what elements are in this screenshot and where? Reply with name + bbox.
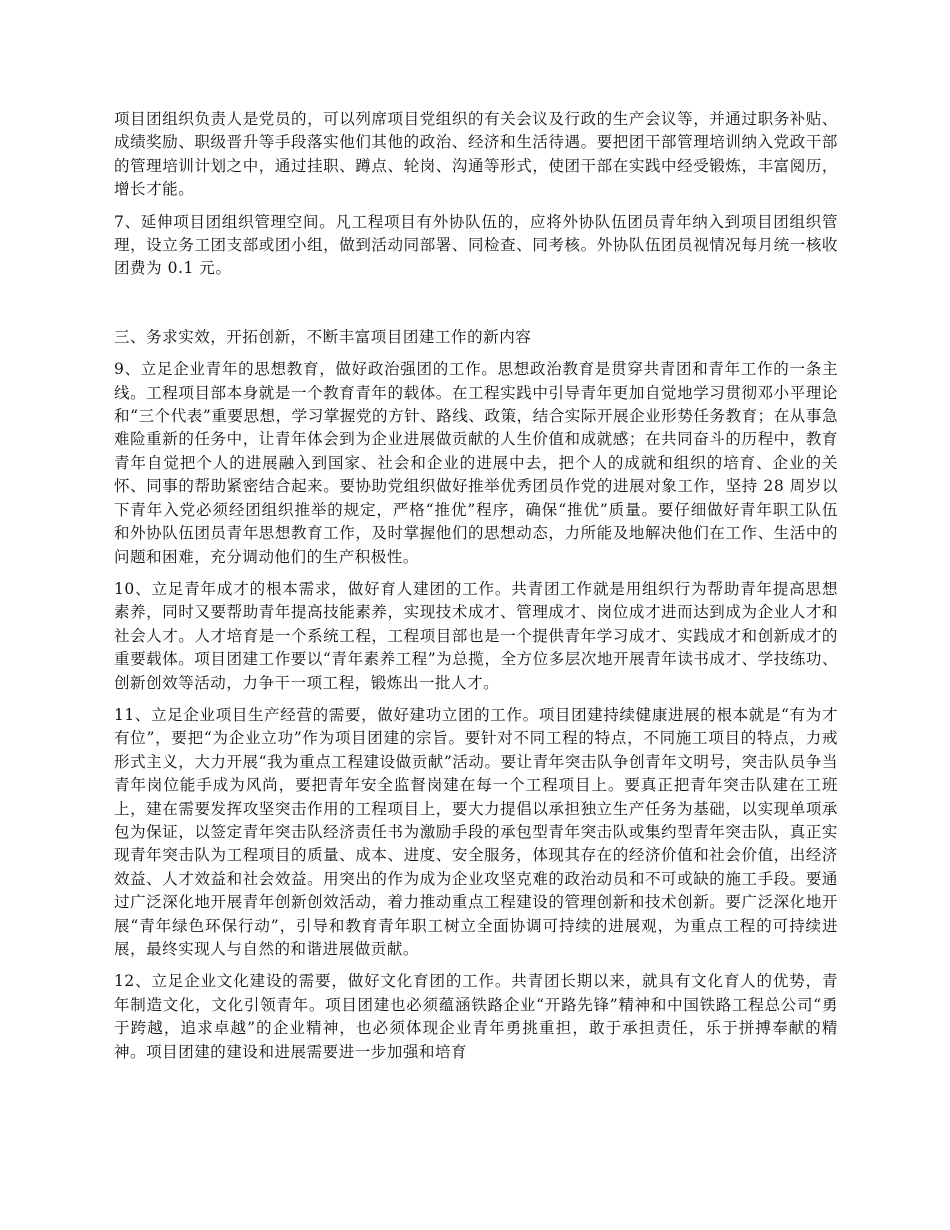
paragraph: 7、延伸项目团组织管理空间。凡工程项目有外协队伍的，应将外协队伍团员青年纳入到项目团组织管理，设立务工团支部或团小组，做到活动同部署、同检查、同考核。外协队伍团员视情况每月统一核收团费为 0.1 元。 <box>114 212 838 278</box>
paragraph: 11、立足企业项目生产经营的需要，做好建功立团的工作。项目团建持续健康进展的根本就是“有为才有位”，要把“为企业立功”作为项目团建的宗旨。要针对不同工程的特点，不同施工项目的特点，力戒形式主义，大力开展“我为重点工程建设做贡献”活动。要让青年突击队争创青年文明号，突击队员争当青年岗位能手成为风尚，要把青年安全监督岗建在每一个工程项目上。要真正把青年突击队建在工班上，建在需要发挥攻坚突击作用的工程项目上，要大力提倡以承担独立生产任务为基础，以实现单项承包为保证，以签定青年突击队经济责任书为激励手段的承包型青年突击队或集约型青年突击队，真正实现青年突击队为工程项目的质量、成本、进度、安全服务，体现其存在的经济价值和社会价值，出经济效益、人才效益和社会效益。用突出的作为成为企业攻坚克难的政治动员和不可或缺的施工手段。要通过广泛深化地开展青年创新创效活动，着力推动重点工程建设的管理创新和技术创新。要广泛深化地开展“青年绿色环保行动”，引导和教育青年职工树立全面协调可持续的进展观，为重点工程的可持续进展，最终实现人与自然的和谐进展做贡献。 <box>114 705 838 958</box>
paragraph: 10、立足青年成才的根本需求，做好育人建团的工作。共青团工作就是用组织行为帮助青年提高思想素养，同时又要帮助青年提高技能素养，实现技术成才、管理成才、岗位成才进而达到成为企业人才和社会人才。人才培育是一个系统工程，工程项目部也是一个提供青年学习成才、实践成才和创新成才的重要载体。项目团建工作要以“青年素养工程”为总揽，全方位多层次地开展青年读书成才、学技练功、创新创效等活动，力争干一项工程，锻炼出一批人才。 <box>114 579 838 692</box>
paragraph: 项目团组织负责人是党员的，可以列席项目党组织的有关会议及行政的生产会议等，并通过职务补贴、成绩奖励、职级晋升等手段落实他们其他的政治、经济和生活待遇。要把团干部管理培训纳入党政干部的管理培训计划之中，通过挂职、蹲点、轮岗、沟通等形式，使团干部在实践中经受锻炼，丰富阅历，增长才能。 <box>114 110 838 199</box>
paragraph: 12、立足企业文化建设的需要，做好文化育团的工作。共青团长期以来，就具有文化育人的优势，青年制造文化，文化引领青年。项目团建也必须蕴涵铁路企业“开路先锋”精神和中国铁路工程总公司“勇于跨越，追求卓越”的企业精神，也必须体现企业青年勇挑重担，敢于承担责任，乐于拼搏奉献的精神。项目团建的建设和进展需要进一步加强和培育 <box>114 972 838 1061</box>
document-body <box>114 108 838 1073</box>
section-heading: 三、务求实效，开拓创新，不断丰富项目团建工作的新内容 <box>114 327 532 346</box>
paragraph: 9、立足企业青年的思想教育，做好政治强团的工作。思想政治教育是贯穿共青团和青年工作的一条主线。工程项目部本身就是一个教育青年的载体。在工程实践中引导青年更加自觉地学习贯彻邓小平理论和“三个代表”重要思想，学习掌握党的方针、路线、政策，结合实际开展企业形势任务教育；在从事急难险重新的任务中，让青年体会到为企业进展做贡献的人生价值和成就感；在共同奋斗的历程中，教育青年自觉把个人的进展融入到国家、社会和企业的进展中去，把个人的成就和组织的培育、企业的关怀、同事的帮助紧密结合起来。要协助党组织做好推举优秀团员作党的进展对象工作，坚持 28 周岁以下青年入党必须经团组织推举的规定，严格“推优”程序，确保“推优”质量。要仔细做好青年职工队伍和外协队伍团员青年思想教育工作，及时掌握他们的思想动态，力所能及地解决他们在工作、生活中的问题和困难，充分调动他们的生产积极性。 <box>114 360 838 566</box>
